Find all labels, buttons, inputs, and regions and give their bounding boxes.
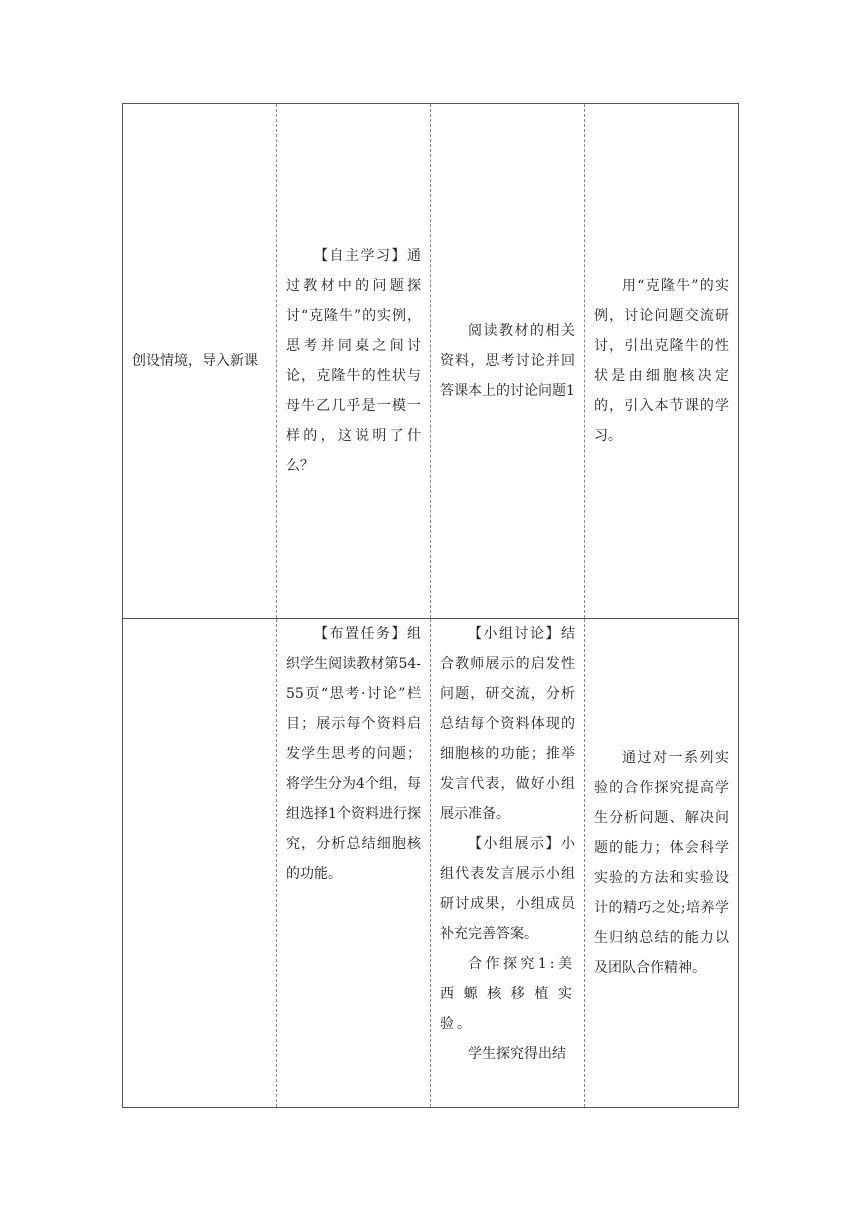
design-purpose-cell bbox=[585, 619, 739, 1108]
teacher-activity-text: 【自主学习】通过教材中的问题探讨“克隆牛”的实例，思考并同桌之间讨论，克隆牛的性状与母牛乙几乎是一模一样的，这说明了什么？ bbox=[286, 248, 421, 474]
lesson-plan-table bbox=[122, 103, 739, 1108]
phase-cell bbox=[123, 619, 277, 1108]
student-activity-cell bbox=[431, 104, 585, 619]
student-activity-text: 学生探究得出结 bbox=[468, 1046, 566, 1062]
design-purpose-cell bbox=[585, 104, 739, 619]
student-activity-cell bbox=[431, 619, 585, 1108]
student-activity-text: 【小组讨论】结合教师展示的启发性问题，研交流，分析总结每个资料体现的细胞核的功能；推举发言代表，做好小组展示准备。 bbox=[440, 626, 575, 822]
student-activity-text: 合作探究1:美西螈核移植实验。 bbox=[440, 956, 575, 1032]
table-row bbox=[123, 104, 739, 619]
student-activity-text: 阅读教材的相关资料，思考讨论并回答课本上的讨论问题1 bbox=[440, 323, 575, 399]
teacher-activity-text: 【布置任务】组织学生阅读教材第54-55页“思考·讨论”栏目；展示每个资料启发学生思考的问题；将学生分为4个组，每组选择1个资料进行探究，分析总结细胞核的功能。 bbox=[286, 626, 421, 882]
phase-cell bbox=[123, 104, 277, 619]
design-purpose-text: 通过对一系列实验的合作探究提高学生分析问题、解决问题的能力；体会科学实验的方法和实验设计的精巧之处;培养学生归纳总结的能力以及团队合作精神。 bbox=[594, 750, 729, 976]
teacher-activity-cell bbox=[277, 619, 431, 1108]
table-row bbox=[123, 619, 739, 1108]
student-activity-text: 【小组展示】小组代表发言展示小组研讨成果，小组成员补充完善答案。 bbox=[440, 836, 575, 942]
design-purpose-text: 用“克隆牛”的实例，讨论问题交流研讨，引出克隆牛的性状是由细胞核决定的，引入本节课的学习。 bbox=[594, 278, 729, 444]
phase-text: 创设情境，导入新课 bbox=[132, 353, 258, 369]
teacher-activity-cell bbox=[277, 104, 431, 619]
